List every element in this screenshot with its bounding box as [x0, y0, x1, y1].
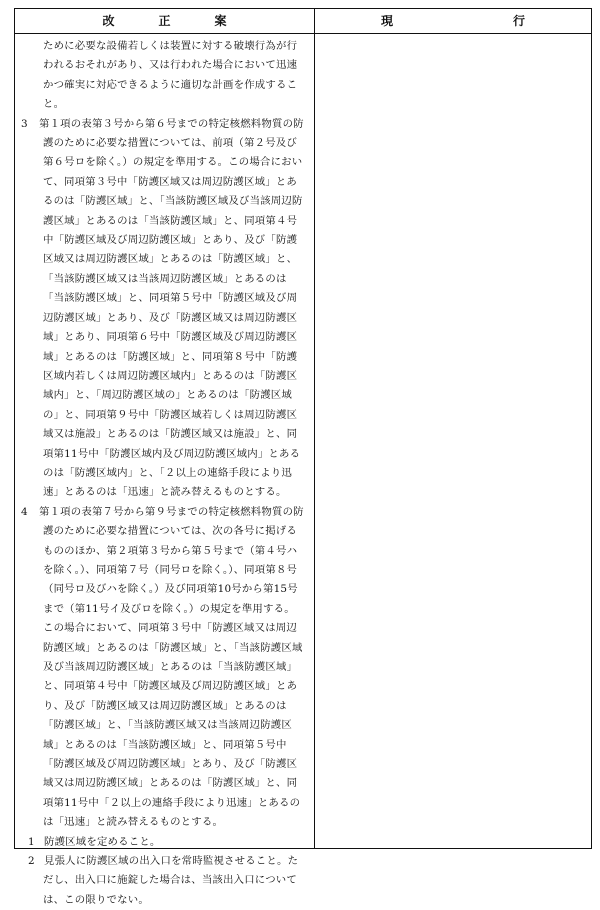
header-revised-char-1: 改	[102, 14, 115, 28]
revised-column	[21, 37, 305, 910]
item-2-number: 2	[28, 855, 35, 868]
current-column	[315, 34, 591, 848]
header-revised-char-3: 案	[214, 14, 227, 28]
paragraph-4-text: 第１項の表第７号から第９号までの特定核燃料物質の防護のために必要な措置については、次の各号に掲げるもののほか、第２項第３号から第５号まで（第４号ハを除く。）、同項第７号（同号ロを除く。）、同項第８号（同号ロ及びハを除く。）及び同項第10号から第15号まで（第11号イ及びロを除く。）の規定を準用する。この場合において、同項第３号中「防護区域又は周辺防護区域」とあるのは「防護区域」と、「当該防護区域及び当該周辺防護区域」とあるのは「当該防護区域」と、同項第４号中「防護区域及び周辺防護区域」とあり、及び「防護区域又は周辺防護区域」とあるのは「防護区域」と、「当該防護区域又は当該周辺防護区域」とあるのは「当該防護区域」と、同項第５号中「防護区域及び周辺防護区域」とあり、及び「防護区域又は周辺防護区域」とあるのは「防護区域」と、同項第11号中「２以上の連絡手段により迅速」とあるのは「迅速」と読み替えるものとする。	[39, 505, 304, 829]
item-2-text: 見張人に防護区域の出入口を常時監視させること。ただし、出入口に施錠した場合は、当該出入口については、この限りでない。	[43, 855, 299, 906]
item-1-number: 1	[28, 835, 35, 848]
paragraph-3-text: 第１項の表第３号から第６号までの特定核燃料物質の防護のために必要な措置については、前項（第２号及び第６号ロを除く。）の規定を準用する。この場合において、同項第３号中「防護区域又は周辺防護区域」とあるのは「防護区域」と、「当該防護区域及び当該周辺防護区域」とあるのは「当該防護区域」と、同項第４号中「防護区域及び周辺防護区域」とあり、及び「防護区域又は周辺防護区域」とあるのは「防護区域」と、「当該防護区域又は当該周辺防護区域」とあるのは「当該防護区域」と、同項第５号中「防護区域及び周辺防護区域」とあり、及び「防護区域又は周辺防護区域」とあり、同項第６号中「防護区域及び周辺防護区域」とあるのは「防護区域」と、同項第８号中「防護区域内若しくは周辺防護区域内」とあるのは「防護区域内」と、「周辺防護区域の」とあるのは「防護区域の」と、同項第９号中「防護区域若しくは周辺防護区域又は施設」とあるのは「防護区域又は施設」と、同項第11号中「防護区域内及び周辺防護区域内」とあるのは「防護区域内」と、「２以上の連絡手段により迅速」とあるのは「迅速」と読み替えるものとする。	[39, 117, 304, 499]
item-1-text: 防護区域を定めること。	[44, 835, 161, 848]
paragraph-3-number: 3	[21, 117, 28, 130]
header-current-char-1: 現	[380, 14, 393, 28]
continuation-text: ために必要な設備若しくは装置に対する破壊行為が行われるおそれがあり、又は行われた場合において迅速かつ確実に対応できるように適切な計画を作成すること。	[43, 40, 298, 111]
header-current	[315, 9, 591, 33]
header-revised	[15, 9, 314, 33]
header-current-char-2: 行	[513, 14, 526, 28]
paragraph-4	[21, 503, 305, 833]
item-2	[21, 852, 305, 910]
paragraph-3	[21, 115, 305, 503]
comparison-table	[14, 8, 592, 906]
header-revised-char-2: 正	[158, 14, 171, 28]
paragraph-4-number: 4	[21, 505, 28, 518]
item-1	[21, 833, 305, 852]
